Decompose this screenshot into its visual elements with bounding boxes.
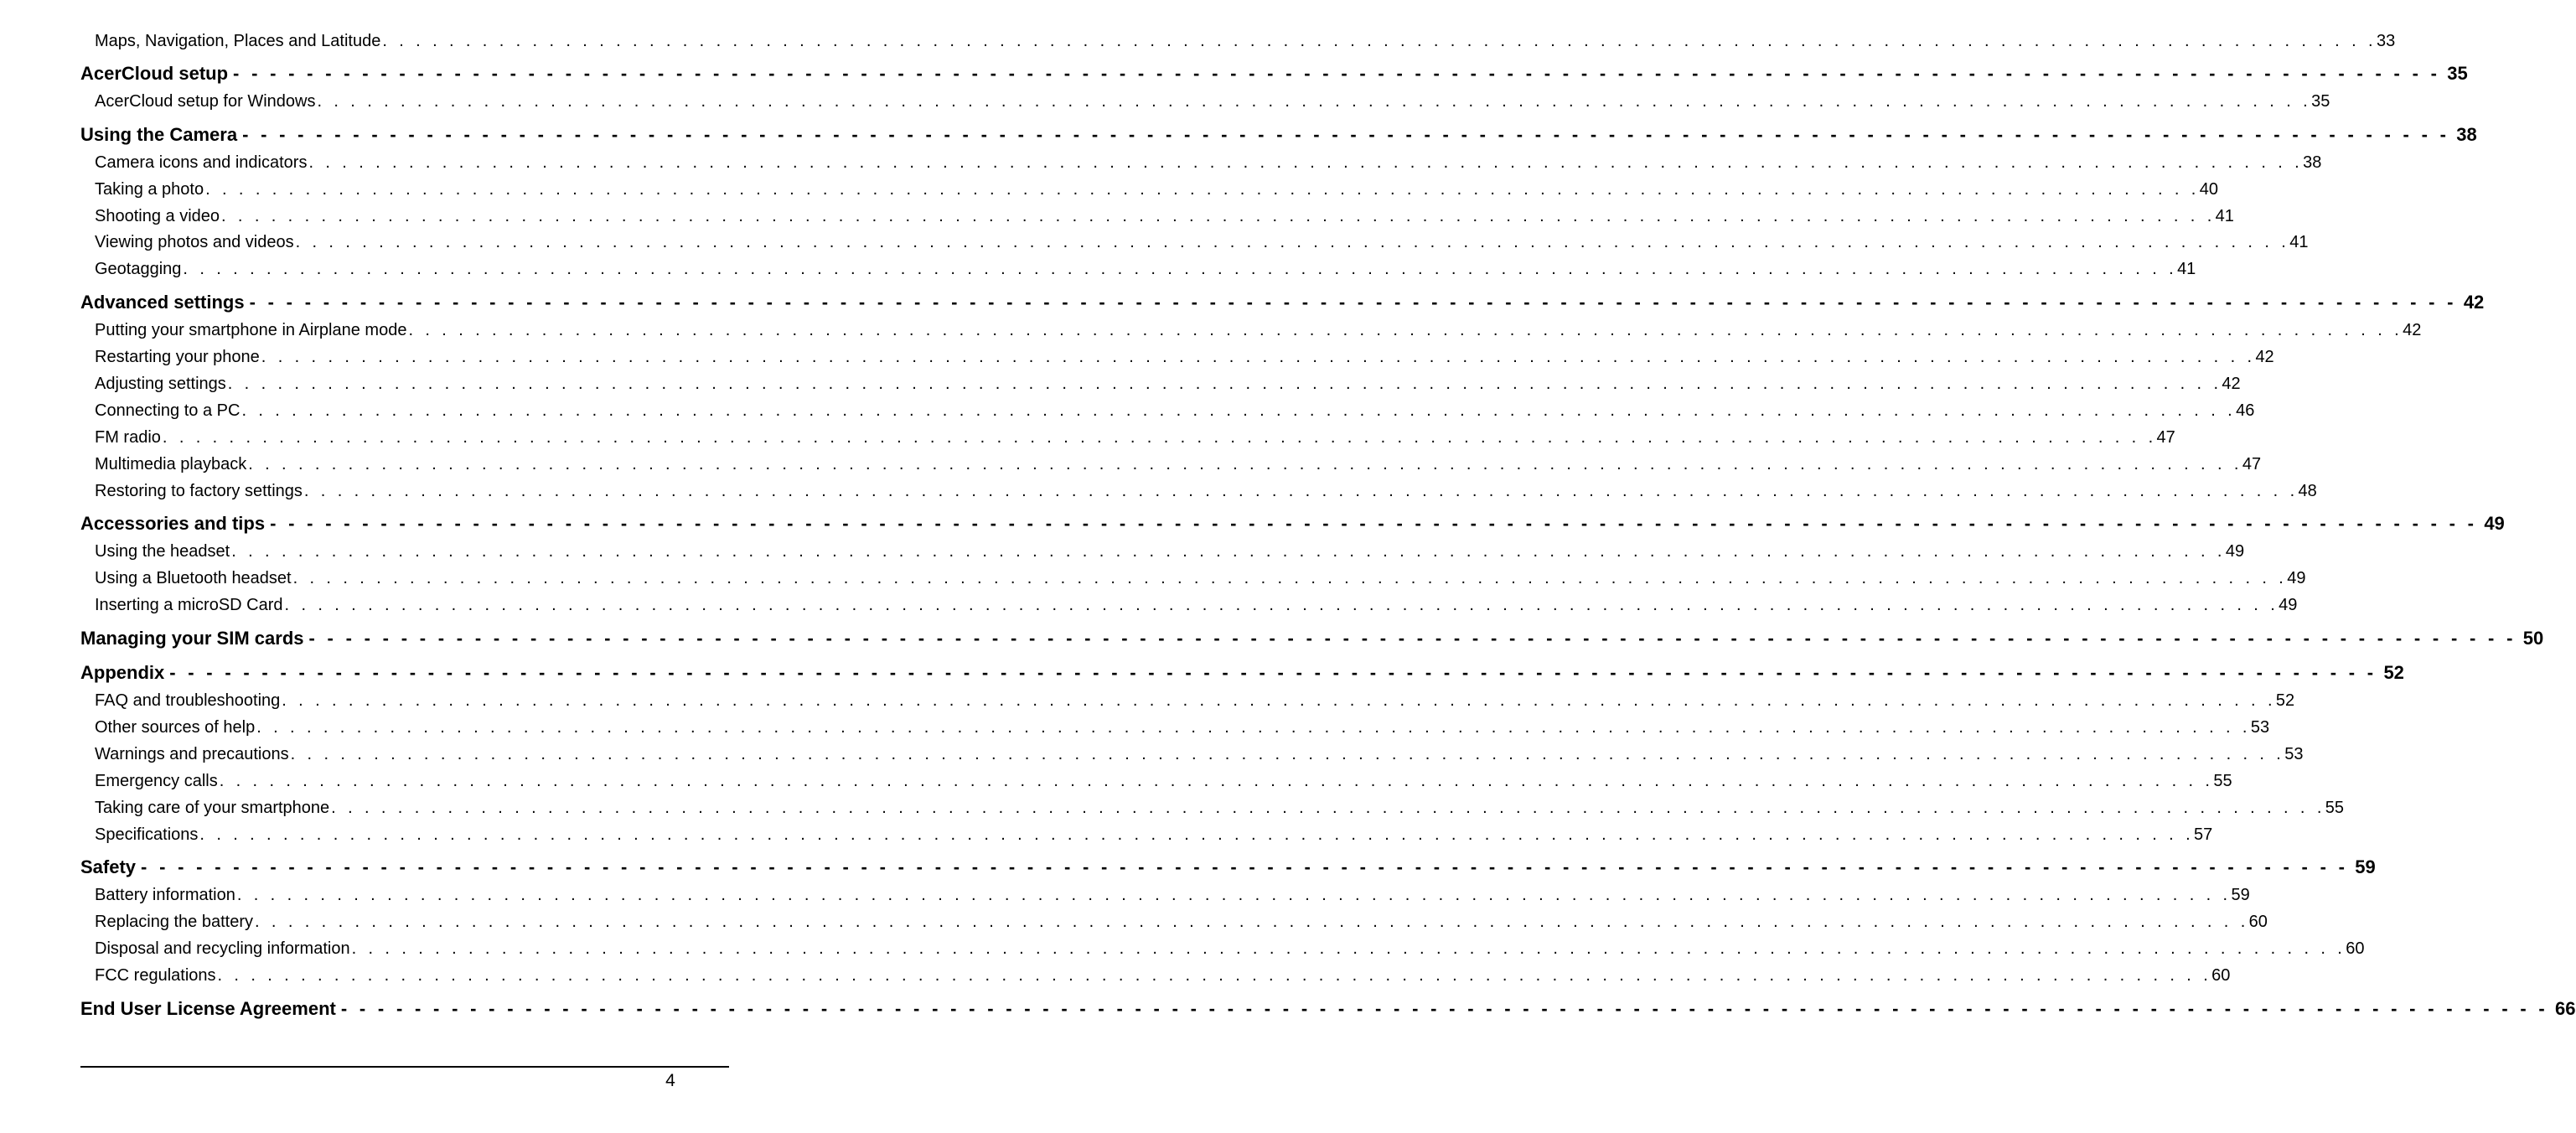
toc-entry-title: Warnings and precautions bbox=[95, 744, 289, 763]
dot-leader: . . . . . . . . . . . . . . . . . . . . . . . . . . . . . . . . . . . . . . . . . . . . . . . . . . . . . . . . . . . . . . . . . . . . . . . . . . . . . . . . . . . . . . . . . . . . . . . . . . . . . . . . . . . . . . . . . . . . . . . . bbox=[295, 233, 2290, 252]
dash-leader: - - - - - - - - - - - - - - - - - - - - - - - - - - - - - - - - - - - - - - - - - - - - - - - - - - - - - - - - - - - - - - - - - - - - - - - - - - - - - - - - - - - - - - - - - - - - - - - - - - - - - - - - - - - - - - - - - - - - - - - - bbox=[340, 998, 2549, 1020]
toc-section-entry[interactable] bbox=[80, 287, 2485, 318]
dot-leader: . . . . . . . . . . . . . . . . . . . . . . . . . . . . . . . . . . . . . . . . . . . . . . . . . . . . . . . . . . . . . . . . . . . . . . . . . . . . . . . . . . . . . . . . . . . . . . . . . . . . . . . . . . . . . . . . . . . . . . . . bbox=[290, 744, 2285, 763]
toc-section-entry[interactable] bbox=[80, 509, 2505, 539]
dash-leader: - - - - - - - - - - - - - - - - - - - - - - - - - - - - - - - - - - - - - - - - - - - - - - - - - - - - - - - - - - - - - - - - - - - - - - - - - - - - - - - - - - - - - - - - - - - - - - - - - - - - - - - - - - - - - - - - - - - - - - - - bbox=[242, 123, 2450, 145]
dot-leader: . . . . . . . . . . . . . . . . . . . . . . . . . . . . . . . . . . . . . . . . . . . . . . . . . . . . . . . . . . . . . . . . . . . . . . . . . . . . . . . . . . . . . . . . . . . . . . . . . . . . . . . . . . . . . . . . . . . . . . . . bbox=[256, 718, 2251, 737]
toc-page-number: 60 bbox=[2248, 913, 2268, 932]
toc-page-number: 52 bbox=[2275, 691, 2295, 711]
toc-subsection-entry[interactable] bbox=[80, 742, 2304, 768]
toc-section-entry[interactable] bbox=[80, 120, 2477, 150]
toc-subsection-entry[interactable] bbox=[80, 452, 2262, 479]
toc-subsection-entry[interactable] bbox=[80, 882, 2250, 909]
dot-leader: . . . . . . . . . . . . . . . . . . . . . . . . . . . . . . . . . . . . . . . . . . . . . . . . . . . . . . . . . . . . . . . . . . . . . . . . . . . . . . . . . . . . . . . . . . . . . . . . . . . . . . . . . . . . . . . . . . . . . . . . bbox=[248, 454, 2242, 473]
dot-leader: . . . . . . . . . . . . . . . . . . . . . . . . . . . . . . . . . . . . . . . . . . . . . . . . . . . . . . . . . . . . . . . . . . . . . . . . . . . . . . . . . . . . . . . . . . . . . . . . . . . . . . . . . . . . . . . . . . . . . . . . bbox=[217, 966, 2212, 986]
dot-leader: . . . . . . . . . . . . . . . . . . . . . . . . . . . . . . . . . . . . . . . . . . . . . . . . . . . . . . . . . . . . . . . . . . . . . . . . . . . . . . . . . . . . . . . . . . . . . . . . . . . . . . . . . . . . . . . . . . . . . . . . bbox=[183, 260, 2178, 279]
toc-subsection-entry[interactable] bbox=[80, 688, 2295, 715]
toc-page-number: 35 bbox=[2311, 91, 2330, 111]
dot-leader: . . . . . . . . . . . . . . . . . . . . . . . . . . . . . . . . . . . . . . . . . . . . . . . . . . . . . . . . . . . . . . . . . . . . . . . . . . . . . . . . . . . . . . . . . . . . . . . . . . . . . . . . . . . . . . . . . . . . . . . . bbox=[308, 153, 2304, 172]
toc-subsection-entry[interactable] bbox=[80, 204, 2234, 230]
table-of-contents bbox=[80, 28, 2576, 1024]
page-number: 4 bbox=[665, 1071, 675, 1090]
dot-leader: . . . . . . . . . . . . . . . . . . . . . . . . . . . . . . . . . . . . . . . . . . . . . . . . . . . . . . . . . . . . . . . . . . . . . . . . . . . . . . . . . . . . . . . . . . . . . . . . . . . . . . . . . . . . . . . . . . . . . . . . bbox=[241, 401, 2237, 420]
dot-leader: . . . . . . . . . . . . . . . . . . . . . . . . . . . . . . . . . . . . . . . . . . . . . . . . . . . . . . . . . . . . . . . . . . . . . . . . . . . . . . . . . . . . . . . . . . . . . . . . . . . . . . . . . . . . . . . . . . . . . . . . bbox=[282, 691, 2276, 711]
toc-entry-title: FAQ and troubleshooting bbox=[95, 691, 281, 711]
toc-entry-title: Using the headset bbox=[95, 542, 230, 561]
toc-entry-title: Shooting a video bbox=[95, 206, 220, 225]
toc-section-title: AcerCloud setup bbox=[80, 62, 229, 84]
toc-subsection-entry[interactable] bbox=[80, 425, 2175, 452]
dot-leader: . . . . . . . . . . . . . . . . . . . . . . . . . . . . . . . . . . . . . . . . . . . . . . . . . . . . . . . . . . . . . . . . . . . . . . . . . . . . . . . . . . . . . . . . . . . . . . . . . . . . . . . . . . . . . . . . . . . . . . . . bbox=[317, 91, 2312, 111]
dash-leader: - - - - - - - - - - - - - - - - - - - - - - - - - - - - - - - - - - - - - - - - - - - - - - - - - - - - - - - - - - - - - - - - - - - - - - - - - - - - - - - - - - - - - - - - - - - - - - - - - - - - - - - - - - - - - - - - - - - - - - - - bbox=[141, 856, 2349, 878]
toc-subsection-entry[interactable] bbox=[80, 398, 2255, 425]
toc-subsection-entry[interactable] bbox=[80, 795, 2345, 822]
toc-entry-title: Specifications bbox=[95, 825, 199, 844]
toc-page-number: 41 bbox=[2289, 233, 2309, 252]
toc-page-number: 55 bbox=[2325, 798, 2345, 817]
toc-subsection-entry[interactable] bbox=[80, 936, 2365, 963]
toc-entry-title: Geotagging bbox=[95, 260, 182, 279]
toc-entry-title: Taking a photo bbox=[95, 179, 204, 199]
toc-entry-title: Multimedia playback bbox=[95, 454, 247, 473]
toc-page-number: 57 bbox=[2194, 825, 2213, 844]
toc-section-title: Using the Camera bbox=[80, 123, 238, 145]
toc-entry-title: Maps, Navigation, Places and Latitude bbox=[95, 32, 381, 50]
toc-section-entry[interactable] bbox=[80, 658, 2404, 688]
toc-subsection-entry[interactable] bbox=[80, 963, 2231, 990]
toc-page-number: 60 bbox=[2346, 939, 2365, 959]
toc-page-number: 46 bbox=[2236, 401, 2255, 420]
toc-subsection-entry[interactable] bbox=[80, 344, 2274, 371]
toc-subsection-entry[interactable] bbox=[80, 256, 2196, 283]
toc-page-number: 59 bbox=[2355, 856, 2376, 878]
toc-page-number: 49 bbox=[2225, 542, 2245, 561]
toc-entry-title: Adjusting settings bbox=[95, 375, 226, 394]
dot-leader: . . . . . . . . . . . . . . . . . . . . . . . . . . . . . . . . . . . . . . . . . . . . . . . . . . . . . . . . . . . . . . . . . . . . . . . . . . . . . . . . . . . . . . . . . . . . . . . . . . . . . . . . . . . . . . . . . . . . . . . . bbox=[221, 206, 2216, 225]
dash-leader: - - - - - - - - - - - - - - - - - - - - - - - - - - - - - - - - - - - - - - - - - - - - - - - - - - - - - - - - - - - - - - - - - - - - - - - - - - - - - - - - - - - - - - - - - - - - - - - - - - - - - - - - - - - - - - - - - - - - - - - - bbox=[169, 662, 2377, 684]
toc-page-number: 48 bbox=[2298, 481, 2317, 500]
toc-page-number: 53 bbox=[2250, 718, 2270, 737]
toc-page-number: 41 bbox=[2215, 206, 2234, 225]
toc-page-number: 49 bbox=[2484, 513, 2505, 535]
toc-page-number: 42 bbox=[2403, 321, 2422, 340]
toc-page-number: 38 bbox=[2456, 123, 2477, 145]
dot-leader: . . . . . . . . . . . . . . . . . . . . . . . . . . . . . . . . . . . . . . . . . . . . . . . . . . . . . . . . . . . . . . . . . . . . . . . . . . . . . . . . . . . . . . . . . . . . . . . . . . . . . . . . . . . . . . . . . . . . . . . . bbox=[284, 596, 2279, 615]
toc-subsection-entry[interactable] bbox=[80, 822, 2213, 849]
toc-page-number: 42 bbox=[2255, 348, 2274, 367]
dot-leader: . . . . . . . . . . . . . . . . . . . . . . . . . . . . . . . . . . . . . . . . . . . . . . . . . . . . . . . . . . . . . . . . . . . . . . . . . . . . . . . . . . . . . . . . . . . . . . . . . . . . . . . . . . . . . . . . . . . . . . . . bbox=[382, 32, 2377, 50]
toc-page-number: 42 bbox=[2222, 375, 2241, 394]
toc-entry-title: AcerCloud setup for Windows bbox=[95, 91, 316, 111]
dot-leader: . . . . . . . . . . . . . . . . . . . . . . . . . . . . . . . . . . . . . . . . . . . . . . . . . . . . . . . . . . . . . . . . . . . . . . . . . . . . . . . . . . . . . . . . . . . . . . . . . . . . . . . . . . . . . . . . . . . . . . . . bbox=[199, 825, 2195, 844]
toc-entry-title: Using a Bluetooth headset bbox=[95, 569, 292, 588]
toc-entry-title: Camera icons and indicators bbox=[95, 153, 308, 172]
toc-section-title: Advanced settings bbox=[80, 292, 245, 313]
toc-page-number: 59 bbox=[2231, 886, 2250, 905]
toc-section-entry[interactable] bbox=[80, 59, 2468, 89]
toc-entry-title: Battery information bbox=[95, 886, 235, 905]
toc-entry-title: FM radio bbox=[95, 427, 161, 447]
toc-section-entry[interactable] bbox=[80, 994, 2576, 1024]
toc-entry-title: Emergency calls bbox=[95, 771, 218, 790]
toc-page-number: 50 bbox=[2522, 628, 2544, 649]
toc-entry-title: Taking care of your smartphone bbox=[95, 798, 330, 817]
toc-section-entry[interactable] bbox=[80, 852, 2376, 882]
toc-page-number: 40 bbox=[2199, 179, 2218, 199]
toc-entry-title: Inserting a microSD Card bbox=[95, 596, 283, 615]
toc-page-number: 66 bbox=[2555, 998, 2576, 1020]
toc-subsection-entry[interactable] bbox=[80, 715, 2270, 742]
toc-section-title: Appendix bbox=[80, 662, 165, 684]
toc-entry-title: Viewing photos and videos bbox=[95, 233, 294, 252]
dot-leader: . . . . . . . . . . . . . . . . . . . . . . . . . . . . . . . . . . . . . . . . . . . . . . . . . . . . . . . . . . . . . . . . . . . . . . . . . . . . . . . . . . . . . . . . . . . . . . . . . . . . . . . . . . . . . . . . . . . . . . . . bbox=[261, 348, 2256, 367]
toc-section-entry[interactable] bbox=[80, 623, 2544, 654]
dash-leader: - - - - - - - - - - - - - - - - - - - - - - - - - - - - - - - - - - - - - - - - - - - - - - - - - - - - - - - - - - - - - - - - - - - - - - - - - - - - - - - - - - - - - - - - - - - - - - - - - - - - - - - - - - - - - - - - - - - - - - - - bbox=[308, 628, 2517, 649]
footer-divider bbox=[80, 1066, 729, 1068]
dot-leader: . . . . . . . . . . . . . . . . . . . . . . . . . . . . . . . . . . . . . . . . . . . . . . . . . . . . . . . . . . . . . . . . . . . . . . . . . . . . . . . . . . . . . . . . . . . . . . . . . . . . . . . . . . . . . . . . . . . . . . . . bbox=[236, 886, 2232, 905]
toc-entry-title: Putting your smartphone in Airplane mode bbox=[95, 321, 407, 340]
toc-subsection-entry[interactable] bbox=[80, 768, 2232, 795]
toc-entry-title: Restoring to factory settings bbox=[95, 481, 303, 500]
dot-leader: . . . . . . . . . . . . . . . . . . . . . . . . . . . . . . . . . . . . . . . . . . . . . . . . . . . . . . . . . . . . . . . . . . . . . . . . . . . . . . . . . . . . . . . . . . . . . . . . . . . . . . . . . . . . . . . . . . . . . . . . bbox=[351, 939, 2346, 959]
toc-subsection-entry[interactable] bbox=[80, 539, 2245, 566]
toc-subsection-entry[interactable] bbox=[80, 479, 2317, 505]
dot-leader: . . . . . . . . . . . . . . . . . . . . . . . . . . . . . . . . . . . . . . . . . . . . . . . . . . . . . . . . . . . . . . . . . . . . . . . . . . . . . . . . . . . . . . . . . . . . . . . . . . . . . . . . . . . . . . . . . . . . . . . . bbox=[331, 798, 2325, 817]
dot-leader: . . . . . . . . . . . . . . . . . . . . . . . . . . . . . . . . . . . . . . . . . . . . . . . . . . . . . . . . . . . . . . . . . . . . . . . . . . . . . . . . . . . . . . . . . . . . . . . . . . . . . . . . . . . . . . . . . . . . . . . . bbox=[162, 427, 2157, 447]
dash-leader: - - - - - - - - - - - - - - - - - - - - - - - - - - - - - - - - - - - - - - - - - - - - - - - - - - - - - - - - - - - - - - - - - - - - - - - - - - - - - - - - - - - - - - - - - - - - - - - - - - - - - - - - - - - - - - - - - - - - - - - - bbox=[270, 513, 2478, 535]
toc-page-number: 49 bbox=[2287, 569, 2306, 588]
toc-page-number: 47 bbox=[2156, 427, 2175, 447]
dot-leader: . . . . . . . . . . . . . . . . . . . . . . . . . . . . . . . . . . . . . . . . . . . . . . . . . . . . . . . . . . . . . . . . . . . . . . . . . . . . . . . . . . . . . . . . . . . . . . . . . . . . . . . . . . . . . . . . . . . . . . . . bbox=[292, 569, 2288, 588]
toc-subsection-entry[interactable] bbox=[80, 318, 2422, 344]
dot-leader: . . . . . . . . . . . . . . . . . . . . . . . . . . . . . . . . . . . . . . . . . . . . . . . . . . . . . . . . . . . . . . . . . . . . . . . . . . . . . . . . . . . . . . . . . . . . . . . . . . . . . . . . . . . . . . . . . . . . . . . . bbox=[219, 771, 2214, 790]
toc-page-number: 47 bbox=[2242, 454, 2262, 473]
toc-page-number: 55 bbox=[2213, 771, 2232, 790]
dot-leader: . . . . . . . . . . . . . . . . . . . . . . . . . . . . . . . . . . . . . . . . . . . . . . . . . . . . . . . . . . . . . . . . . . . . . . . . . . . . . . . . . . . . . . . . . . . . . . . . . . . . . . . . . . . . . . . . . . . . . . . . bbox=[255, 913, 2249, 932]
toc-page-number: 53 bbox=[2284, 744, 2304, 763]
toc-page-number: 41 bbox=[2177, 260, 2196, 279]
toc-subsection-entry[interactable] bbox=[80, 230, 2309, 256]
toc-entry-title: Replacing the battery bbox=[95, 913, 254, 932]
toc-page-number: 52 bbox=[2383, 662, 2404, 684]
toc-subsection-entry[interactable] bbox=[80, 592, 2298, 619]
toc-entry-title: Restarting your phone bbox=[95, 348, 260, 367]
toc-subsection-entry[interactable] bbox=[80, 177, 2218, 204]
toc-section-title: Accessories and tips bbox=[80, 513, 266, 535]
toc-entry-title: FCC regulations bbox=[95, 966, 216, 986]
dot-leader: . . . . . . . . . . . . . . . . . . . . . . . . . . . . . . . . . . . . . . . . . . . . . . . . . . . . . . . . . . . . . . . . . . . . . . . . . . . . . . . . . . . . . . . . . . . . . . . . . . . . . . . . . . . . . . . . . . . . . . . . bbox=[205, 179, 2200, 199]
toc-subsection-entry[interactable] bbox=[80, 28, 2396, 55]
toc-subsection-entry[interactable] bbox=[80, 566, 2306, 592]
toc-section-title: Safety bbox=[80, 856, 137, 878]
dot-leader: . . . . . . . . . . . . . . . . . . . . . . . . . . . . . . . . . . . . . . . . . . . . . . . . . . . . . . . . . . . . . . . . . . . . . . . . . . . . . . . . . . . . . . . . . . . . . . . . . . . . . . . . . . . . . . . . . . . . . . . . bbox=[231, 542, 2226, 561]
toc-page-number: 49 bbox=[2279, 596, 2298, 615]
toc-entry-title: Other sources of help bbox=[95, 718, 256, 737]
toc-subsection-entry[interactable] bbox=[80, 371, 2241, 398]
toc-entry-title: Disposal and recycling information bbox=[95, 939, 350, 959]
toc-section-title: Managing your SIM cards bbox=[80, 628, 304, 649]
toc-subsection-entry[interactable] bbox=[80, 89, 2330, 116]
toc-page-number: 33 bbox=[2376, 32, 2396, 50]
toc-subsection-entry[interactable] bbox=[80, 909, 2268, 936]
toc-subsection-entry[interactable] bbox=[80, 150, 2322, 177]
dot-leader: . . . . . . . . . . . . . . . . . . . . . . . . . . . . . . . . . . . . . . . . . . . . . . . . . . . . . . . . . . . . . . . . . . . . . . . . . . . . . . . . . . . . . . . . . . . . . . . . . . . . . . . . . . . . . . . . . . . . . . . . bbox=[227, 375, 2222, 394]
dash-leader: - - - - - - - - - - - - - - - - - - - - - - - - - - - - - - - - - - - - - - - - - - - - - - - - - - - - - - - - - - - - - - - - - - - - - - - - - - - - - - - - - - - - - - - - - - - - - - - - - - - - - - - - - - - - - - - - - - - - - - - - bbox=[233, 62, 2441, 84]
toc-entry-title: Connecting to a PC bbox=[95, 401, 241, 420]
toc-page-number: 35 bbox=[2447, 62, 2468, 84]
toc-page-number: 60 bbox=[2211, 966, 2231, 986]
toc-section-title: End User License Agreement bbox=[80, 998, 336, 1020]
dash-leader: - - - - - - - - - - - - - - - - - - - - - - - - - - - - - - - - - - - - - - - - - - - - - - - - - - - - - - - - - - - - - - - - - - - - - - - - - - - - - - - - - - - - - - - - - - - - - - - - - - - - - - - - - - - - - - - - - - - - - - - - bbox=[249, 292, 2457, 313]
toc-page-number: 38 bbox=[2303, 153, 2322, 172]
dot-leader: . . . . . . . . . . . . . . . . . . . . . . . . . . . . . . . . . . . . . . . . . . . . . . . . . . . . . . . . . . . . . . . . . . . . . . . . . . . . . . . . . . . . . . . . . . . . . . . . . . . . . . . . . . . . . . . . . . . . . . . . bbox=[303, 481, 2299, 500]
dot-leader: . . . . . . . . . . . . . . . . . . . . . . . . . . . . . . . . . . . . . . . . . . . . . . . . . . . . . . . . . . . . . . . . . . . . . . . . . . . . . . . . . . . . . . . . . . . . . . . . . . . . . . . . . . . . . . . . . . . . . . . . bbox=[408, 321, 2403, 340]
toc-page-number: 42 bbox=[2463, 292, 2485, 313]
